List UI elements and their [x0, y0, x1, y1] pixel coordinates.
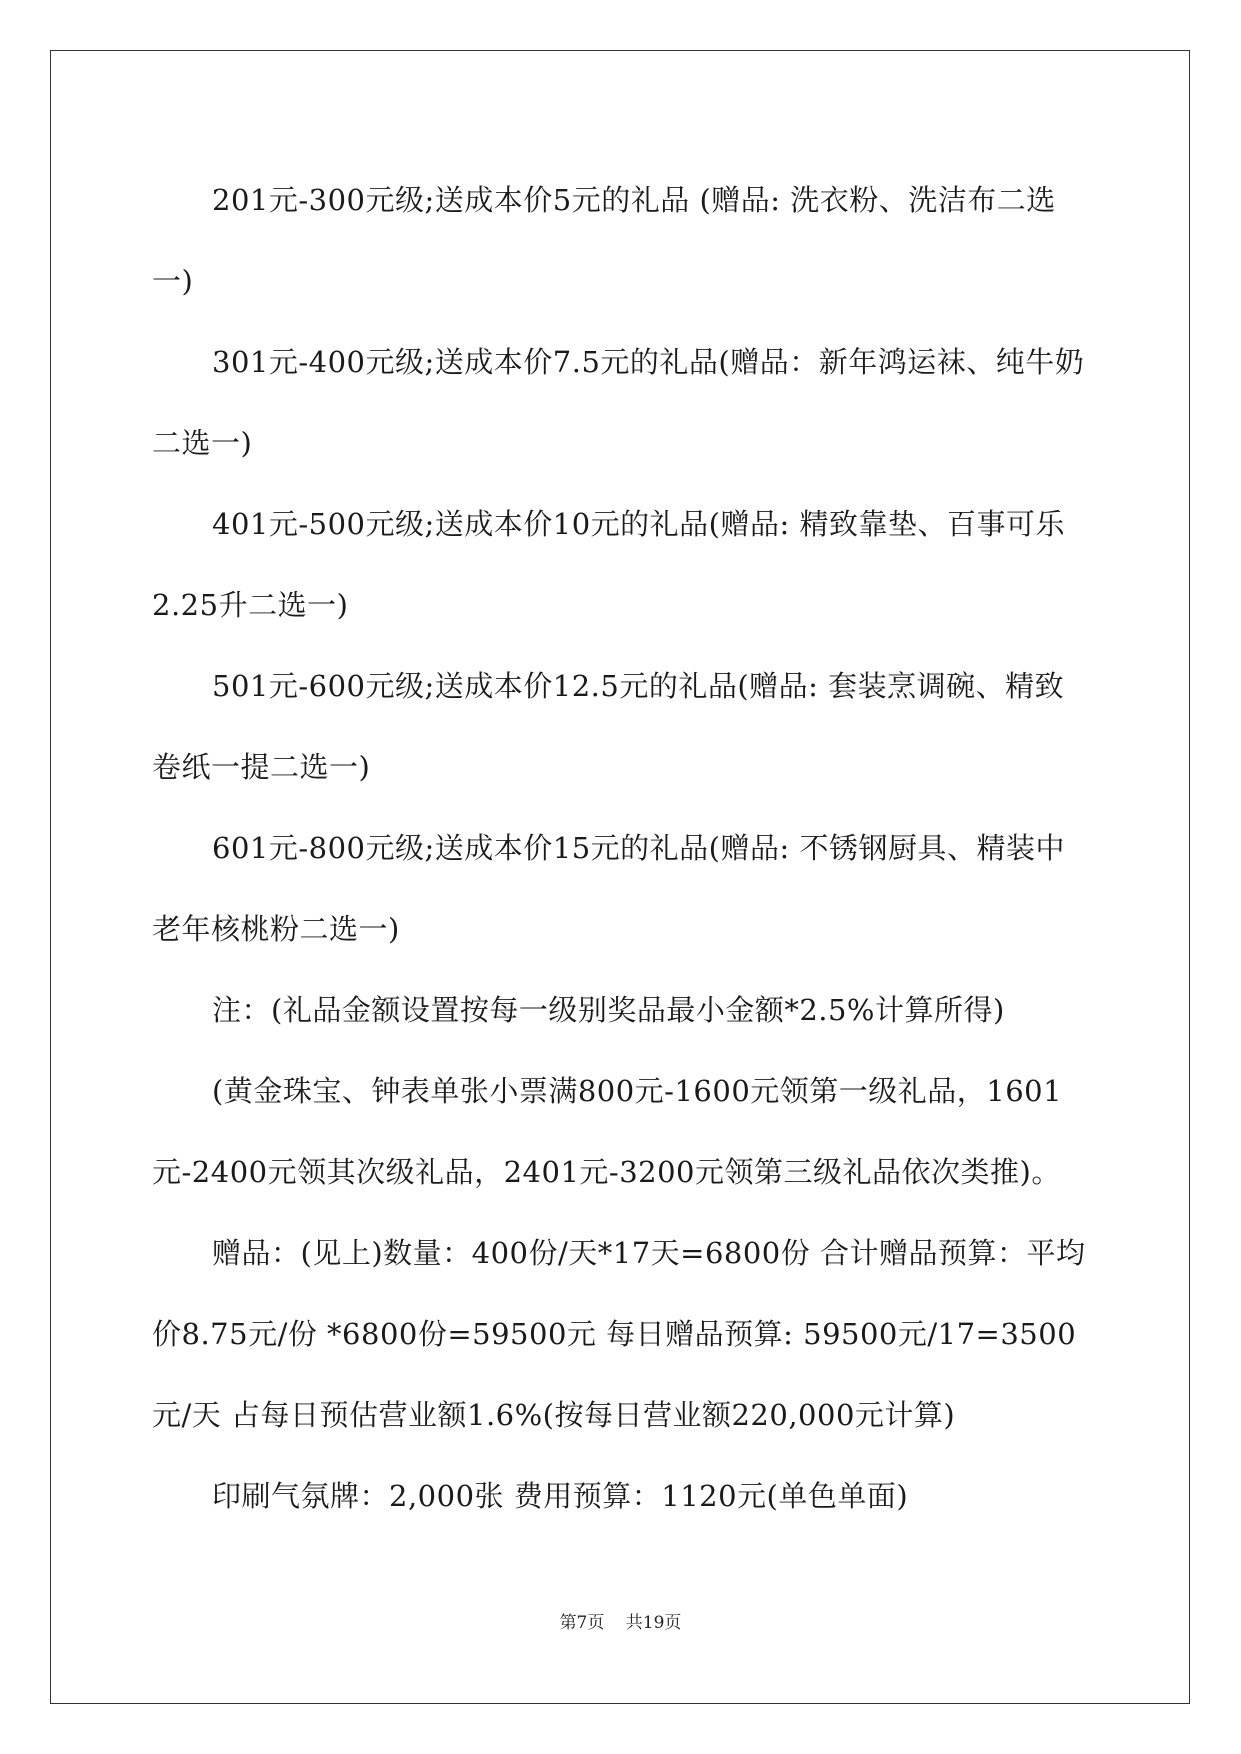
paragraph-note: 注：(礼品金额设置按每一级别奖品最小金额*2.5%计算所得)	[212, 993, 1005, 1027]
paragraph-tier-501-600: 501元-600元级;送成本价12.5元的礼品(赠品: 套装烹调碗、精致卷纸一提二选一)	[152, 669, 1065, 784]
paragraph-tier-401-500: 401元-500元级;送成本价10元的礼品(赠品: 精致靠垫、百事可乐2.25升二选一)	[152, 507, 1065, 622]
page-footer	[0, 1608, 1241, 1633]
paragraph-tier-301-400: 301元-400元级;送成本价7.5元的礼品(赠品：新年鸿运袜、纯牛奶二选一)	[152, 345, 1085, 460]
paragraph-jewelry-rule: (黄金珠宝、钟表单张小票满800元-1600元领第一级礼品，1601元-2400元领其次级礼品，2401元-3200元领第三级礼品依次类推)。	[152, 1074, 1063, 1189]
page-number-total: 共19页	[625, 1613, 682, 1633]
paragraph-tier-201-300: 201元-300元级;送成本价5元的礼品 (赠品: 洗衣粉、洗洁布二选一)	[152, 183, 1056, 298]
paragraph-tier-601-800: 601元-800元级;送成本价15元的礼品(赠品: 不锈钢厨具、精装中老年核桃粉二选一)	[152, 831, 1065, 946]
document-body	[152, 160, 1092, 1537]
page-number-current: 第7页	[559, 1613, 605, 1633]
paragraph-gift-budget: 赠品：(见上)数量：400份/天*17天=6800份 合计赠品预算：平均价8.75元/份 *6800份=59500元 每日赠品预算: 59500元/17=3500元/天 占每日预估营业额1.6%(按每日营业额220,000元计算)	[152, 1236, 1086, 1432]
paragraph-printing-budget: 印刷气氛牌：2,000张 费用预算：1120元(单色单面)	[212, 1479, 909, 1513]
